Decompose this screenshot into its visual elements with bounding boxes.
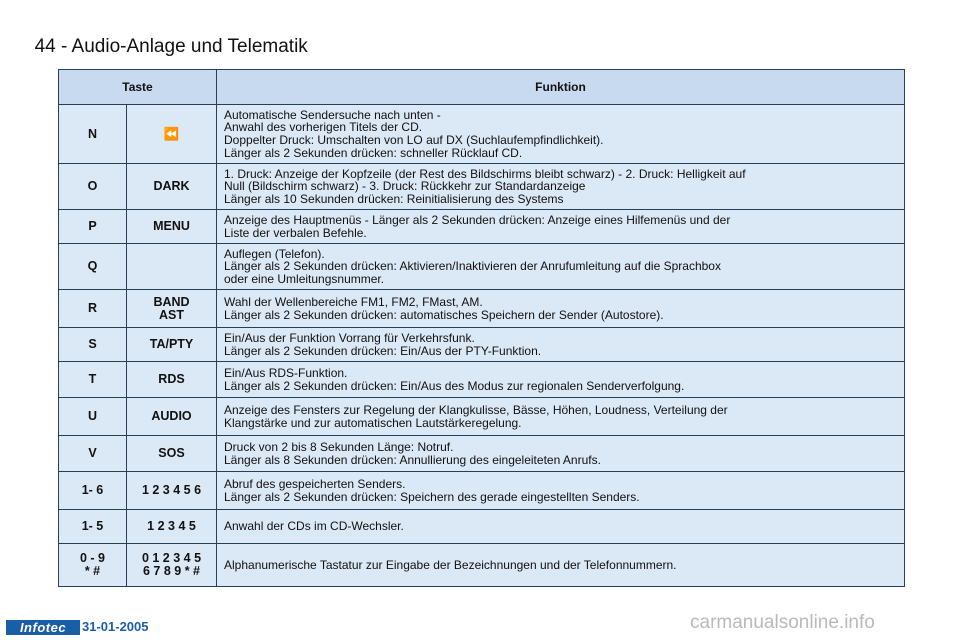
row-letter: U: [59, 398, 127, 436]
description-line: Ein/Aus der Funktion Vorrang für Verkehrsfunk.: [224, 330, 475, 345]
row-letter: 0 - 9 * #: [59, 544, 127, 587]
row-letter: O: [59, 164, 127, 210]
table-row: [59, 362, 905, 398]
row-letter: Q: [59, 244, 127, 290]
row-key: [127, 544, 217, 587]
function-table-wrapper: [58, 69, 904, 587]
description-line: Ein/Aus RDS-Funktion.: [224, 365, 348, 380]
table-row: [59, 244, 905, 290]
row-key: [127, 328, 217, 362]
description-line: Länger als 2 Sekunden drücken: Speichern des gerade eingestellten Senders.: [224, 489, 640, 504]
row-letter: T: [59, 362, 127, 398]
description-line: oder eine Umleitungsnummer.: [224, 271, 385, 286]
key-label: BAND: [153, 294, 190, 309]
description-line: Anzeige des Hauptmenüs - Länger als 2 Sekunden drücken: Anzeige eines Hilfemenüs und der: [224, 212, 731, 227]
row-key: [127, 510, 217, 544]
row-key: [127, 398, 217, 436]
column-header-function: Funktion: [217, 70, 905, 105]
table-row: [59, 105, 905, 164]
description-line: Automatische Sendersuche nach unten -: [224, 107, 441, 122]
row-description: [217, 164, 905, 210]
description-line: Anwahl des vorherigen Titels der CD.: [224, 120, 423, 135]
column-header-key: Taste: [59, 70, 217, 105]
table-row: [59, 210, 905, 244]
row-description: [217, 328, 905, 362]
row-key: [127, 472, 217, 510]
header-separator: -: [55, 36, 72, 57]
row-description: [217, 436, 905, 472]
row-description: [217, 210, 905, 244]
key-label: AUDIO: [151, 409, 192, 424]
watermark: carmanualsonline.info: [690, 612, 875, 633]
table-row: [59, 164, 905, 210]
row-description: [217, 244, 905, 290]
description-line: Null (Bildschirm schwarz) - 3. Druck: Rückkehr zur Standardanzeige: [224, 179, 586, 194]
row-description: [217, 472, 905, 510]
key-label: 0 1 2 3 4 5: [141, 551, 202, 566]
description-line: Abruf des gespeicherten Senders.: [224, 476, 406, 491]
description-line: Länger als 2 Sekunden drücken: schneller Rücklauf CD.: [224, 145, 523, 160]
page-header: [24, 14, 308, 58]
row-description: [217, 510, 905, 544]
page-title: Audio-Anlage und Telematik: [71, 36, 308, 57]
description-line: Anwahl der CDs im CD-Wechsler.: [224, 519, 404, 534]
key-label: TA/PTY: [149, 337, 194, 352]
description-line: Wahl der Wellenbereiche FM1, FM2, FMast, AM.: [224, 294, 483, 309]
row-description: [217, 362, 905, 398]
row-key: [127, 210, 217, 244]
description-line: Druck von 2 bis 8 Sekunden Länge: Notruf.: [224, 439, 454, 454]
description-line: Anzeige des Fensters zur Regelung der Klangkulisse, Bässe, Höhen, Loudness, Verteilung der: [224, 402, 728, 417]
row-letter: 1- 5: [59, 510, 127, 544]
key-label: AST: [159, 307, 184, 322]
row-letter: V: [59, 436, 127, 472]
row-description: [217, 290, 905, 328]
table-row: [59, 290, 905, 328]
table-row: [59, 398, 905, 436]
function-table: [58, 69, 905, 587]
key-label: MENU: [153, 219, 190, 234]
row-letter: P: [59, 210, 127, 244]
description-line: Klangstärke und zur automatischen Lautstärkeregelung.: [224, 415, 522, 430]
key-label: DARK: [153, 179, 190, 194]
footer-date: 31-01-2005: [82, 619, 149, 634]
table-row: [59, 510, 905, 544]
description-line: Länger als 8 Sekunden drücken: Annullierung des eingeleiteten Anrufs.: [224, 452, 601, 467]
key-label: RDS: [158, 372, 185, 387]
table-header-row: [59, 70, 905, 105]
key-label: 6 7 8 9 * #: [143, 564, 200, 578]
description-line: Länger als 2 Sekunden drücken: Ein/Aus der PTY-Funktion.: [224, 343, 542, 358]
row-key: [127, 436, 217, 472]
row-key: [127, 105, 217, 164]
key-label: 1 2 3 4 5 6: [141, 483, 202, 498]
row-description: [217, 544, 905, 587]
key-label: SOS: [158, 446, 185, 461]
description-line: Doppelter Druck: Umschalten von LO auf DX (Suchlaufempfindlichkeit).: [224, 133, 604, 147]
row-letter: R: [59, 290, 127, 328]
description-line: Länger als 2 Sekunden drücken: Ein/Aus des Modus zur regionalen Senderverfolgung.: [224, 378, 685, 393]
row-key: [127, 290, 217, 328]
row-letter: S: [59, 328, 127, 362]
description-line: Alphanumerische Tastatur zur Eingabe der Bezeichnungen und der Telefonnummern.: [224, 557, 677, 572]
row-letter: 1- 6: [59, 472, 127, 510]
infotec-logo: Infotec: [6, 620, 80, 635]
row-key: [127, 244, 217, 290]
row-description: [217, 398, 905, 436]
table-row: [59, 472, 905, 510]
table-row: [59, 544, 905, 587]
description-line: Liste der verbalen Befehle.: [224, 225, 367, 240]
row-description: [217, 105, 905, 164]
key-label: ⏪: [163, 126, 180, 141]
description-line: Länger als 10 Sekunden drücken: Reinitialisierung des Systems: [224, 191, 564, 206]
table-body: [59, 105, 905, 587]
description-line: Länger als 2 Sekunden drücken: automatisches Speichern der Sender (Autostore).: [224, 307, 664, 322]
row-key: [127, 164, 217, 210]
description-line: Länger als 2 Sekunden drücken: Aktivieren/Inaktivieren der Anrufumleitung auf die Sprachbox: [224, 259, 721, 274]
key-label: 1 2 3 4 5: [147, 519, 196, 534]
table-row: [59, 436, 905, 472]
description-line: 1. Druck: Anzeige der Kopfzeile (der Rest des Bildschirms bleibt schwarz) - 2. Druck: Helligkeit auf: [224, 166, 746, 181]
table-row: [59, 328, 905, 362]
row-key: [127, 362, 217, 398]
page-number: 44: [34, 36, 56, 57]
description-line: Auflegen (Telefon).: [224, 246, 325, 261]
row-letter: N: [59, 105, 127, 164]
